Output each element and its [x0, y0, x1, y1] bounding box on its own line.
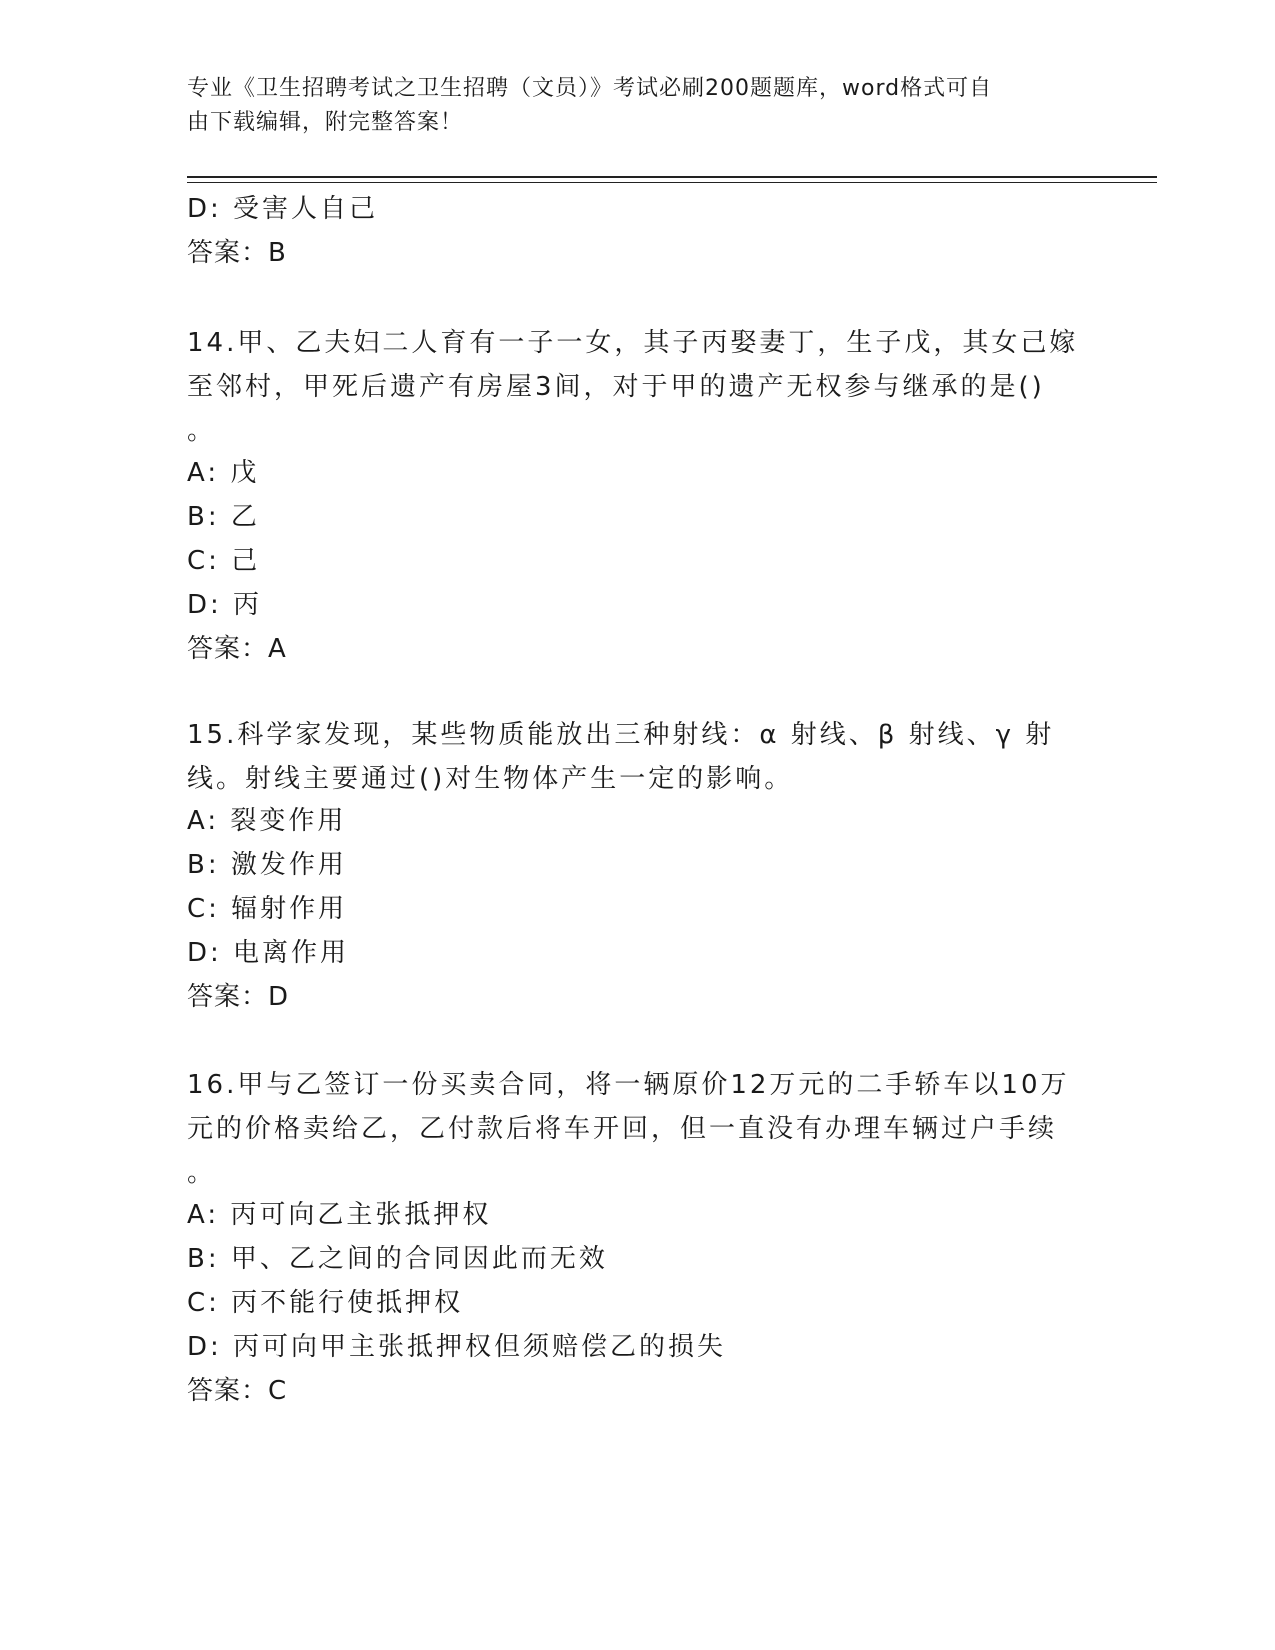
- q15-stem-line-1: 15.科学家发现，某些物质能放出三种射线：α 射线、β 射线、γ 射: [187, 720, 1055, 750]
- prev-option-d: D: 受害人自己: [187, 194, 379, 224]
- q16-option-c: C: 丙不能行使抵押权: [187, 1288, 464, 1318]
- q15-answer: 答案：D: [187, 982, 290, 1012]
- q14-stem-line-3: 。: [187, 416, 217, 446]
- q14-stem-line-1: 14.甲、乙夫妇二人育有一子一女，其子丙娶妻丁，生子戊，其女己嫁: [187, 328, 1079, 358]
- document-header: [187, 72, 1057, 140]
- header-rule-thin: [187, 182, 1157, 183]
- q16-stem-line-1: 16.甲与乙签订一份买卖合同，将一辆原价12万元的二手轿车以10万: [187, 1070, 1070, 1100]
- q14-option-b: B: 乙: [187, 502, 260, 532]
- q16-option-d: D: 丙可向甲主张抵押权但须赔偿乙的损失: [187, 1332, 727, 1362]
- q14-option-d: D: 丙: [187, 590, 263, 620]
- q16-option-b: B: 甲、乙之间的合同因此而无效: [187, 1244, 608, 1274]
- q15-option-d: D: 电离作用: [187, 938, 350, 968]
- q16-option-a: A: 丙可向乙主张抵押权: [187, 1200, 492, 1230]
- q14-option-a: A: 戊: [187, 458, 260, 488]
- q15-option-c: C: 辐射作用: [187, 894, 348, 924]
- header-line-1: 专业《卫生招聘考试之卫生招聘（文员）》考试必刷200题题库，word格式可自: [187, 76, 993, 101]
- q15-stem-line-2: 线。射线主要通过()对生物体产生一定的影响。: [187, 764, 794, 794]
- prev-answer: 答案：B: [187, 238, 287, 268]
- header-line-2: 由下载编辑，附完整答案！: [187, 110, 464, 135]
- q14-answer: 答案：A: [187, 634, 287, 664]
- q14-option-c: C: 己: [187, 546, 261, 576]
- q14-stem-line-2: 至邻村，甲死后遗产有房屋3间，对于甲的遗产无权参与继承的是(): [187, 372, 1045, 402]
- q16-stem-line-3: 。: [187, 1158, 217, 1188]
- q15-option-a: A: 裂变作用: [187, 806, 347, 836]
- q16-answer: 答案：C: [187, 1376, 288, 1406]
- header-rule-thick: [187, 176, 1157, 178]
- q16-stem-line-2: 元的价格卖给乙，乙付款后将车开回，但一直没有办理车辆过户手续: [187, 1114, 1058, 1144]
- q15-option-b: B: 激发作用: [187, 850, 347, 880]
